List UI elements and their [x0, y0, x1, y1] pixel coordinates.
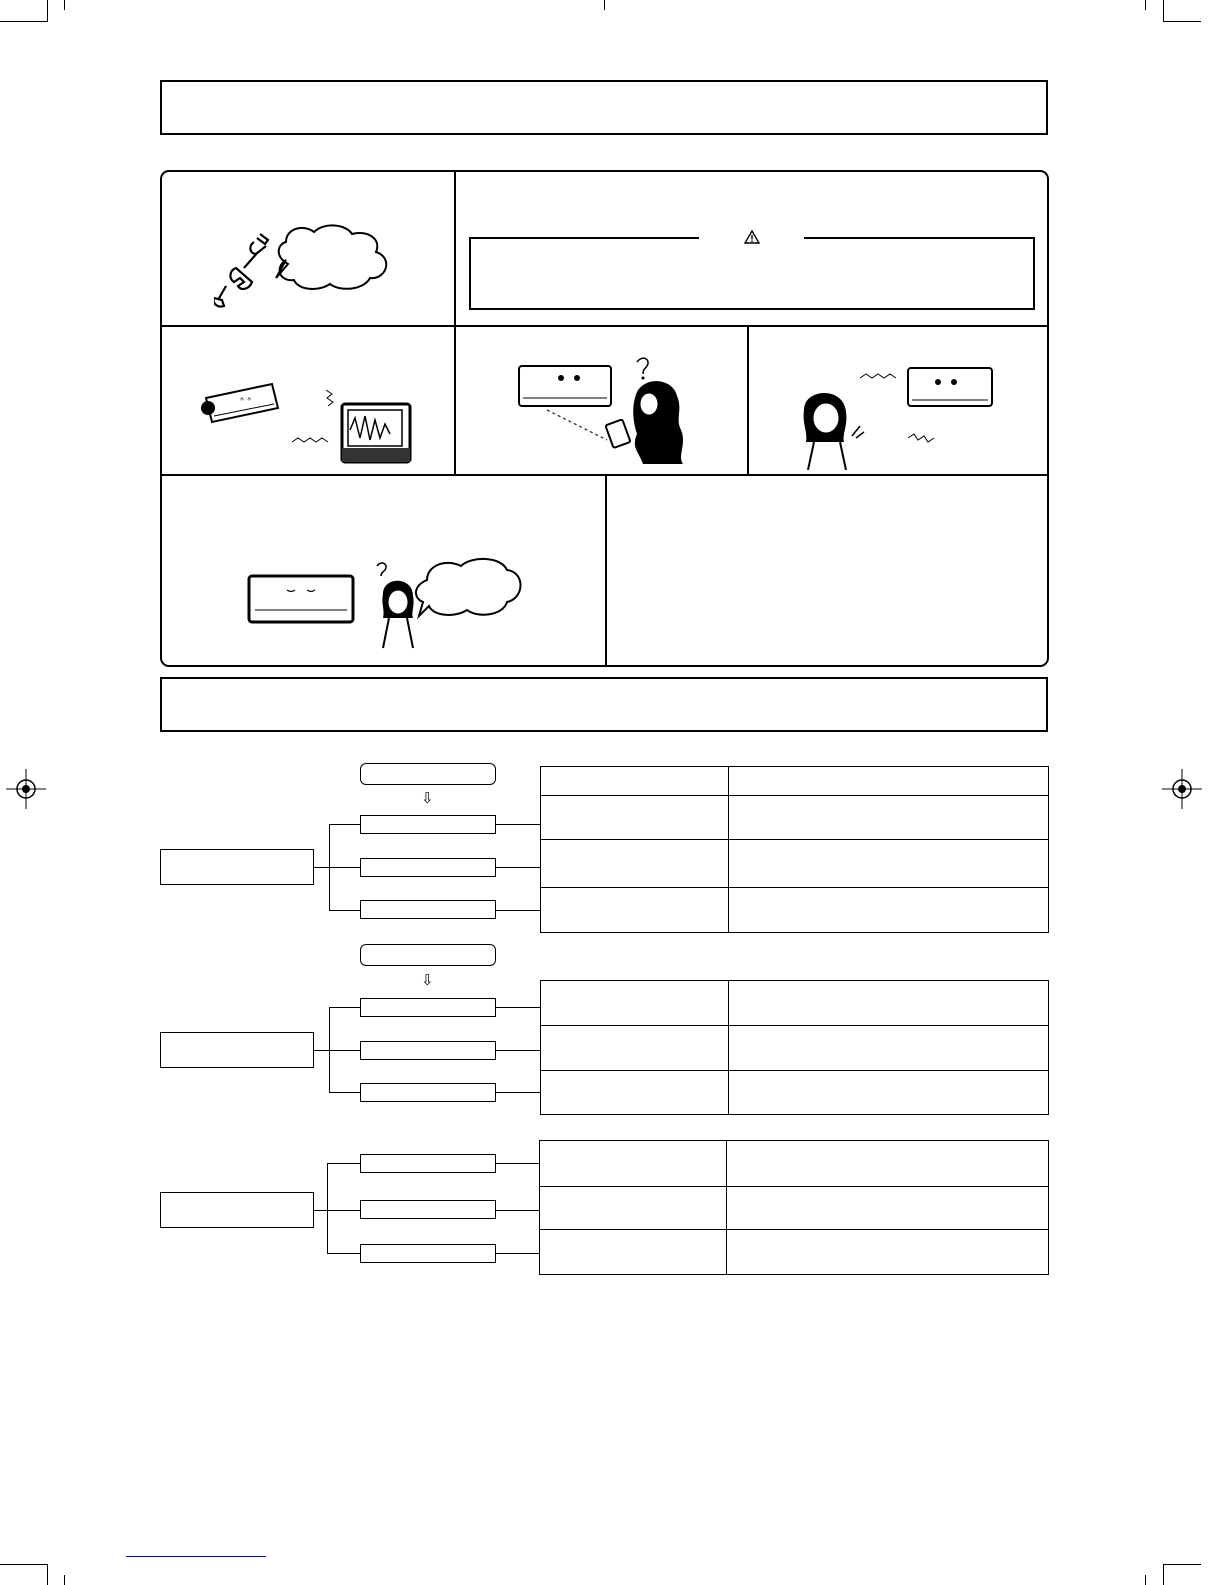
caution-box: [469, 237, 1035, 310]
down-arrow-icon: ⇩: [421, 972, 434, 989]
crop-mark: [64, 1575, 65, 1585]
crop-mark: [1163, 1564, 1201, 1565]
warning-triangle-icon: [744, 230, 760, 244]
mode-pill: [360, 944, 496, 966]
flow-branch-box: [360, 900, 496, 919]
flow-branch-box: [360, 1154, 496, 1173]
bottom-underline: [126, 1556, 266, 1557]
result-table: [539, 1140, 1049, 1275]
crop-mark: [1163, 0, 1164, 22]
crop-mark: [1145, 1575, 1146, 1585]
crop-mark: [1145, 0, 1146, 10]
down-arrow-icon: ⇩: [421, 790, 434, 807]
girl-thinking-illustration: [247, 554, 527, 654]
crop-mark: [64, 0, 65, 10]
crop-mark: [1163, 1564, 1164, 1585]
flow-start-box: [160, 1192, 314, 1228]
woman-remote-illustration: [517, 352, 697, 467]
wrench-tools-cloud-illustration: [214, 220, 404, 310]
illustration-panel: [160, 170, 1049, 667]
flow-start-box: [160, 849, 314, 885]
flow-branch-box: [360, 858, 496, 877]
mode-pill: [360, 763, 496, 785]
flow-branch-box: [360, 998, 496, 1017]
section-heading-box: [160, 677, 1048, 732]
woman-noise-illustration: [800, 360, 1000, 470]
section-heading-box: [160, 80, 1048, 135]
registration-mark-icon: [6, 769, 46, 809]
crop-mark: [0, 21, 48, 22]
unit-tv-interference-illustration: [200, 380, 420, 465]
crop-mark: [604, 0, 605, 10]
crop-mark: [47, 1564, 48, 1585]
flow-branch-box: [360, 1200, 496, 1219]
result-table: [540, 980, 1049, 1115]
crop-mark: [1163, 21, 1201, 22]
flow-branch-box: [360, 1083, 496, 1102]
caution-title: [699, 227, 804, 247]
flow-start-box: [160, 1032, 314, 1068]
flow-branch-box: [360, 1041, 496, 1060]
crop-mark: [0, 1564, 48, 1565]
crop-mark: [47, 0, 48, 22]
flow-branch-box: [360, 1244, 496, 1263]
registration-mark-icon: [1162, 769, 1202, 809]
result-table: [540, 766, 1049, 933]
flow-branch-box: [360, 815, 496, 834]
svg-text:ᐢ ᐢ: ᐢ ᐢ: [240, 396, 251, 407]
